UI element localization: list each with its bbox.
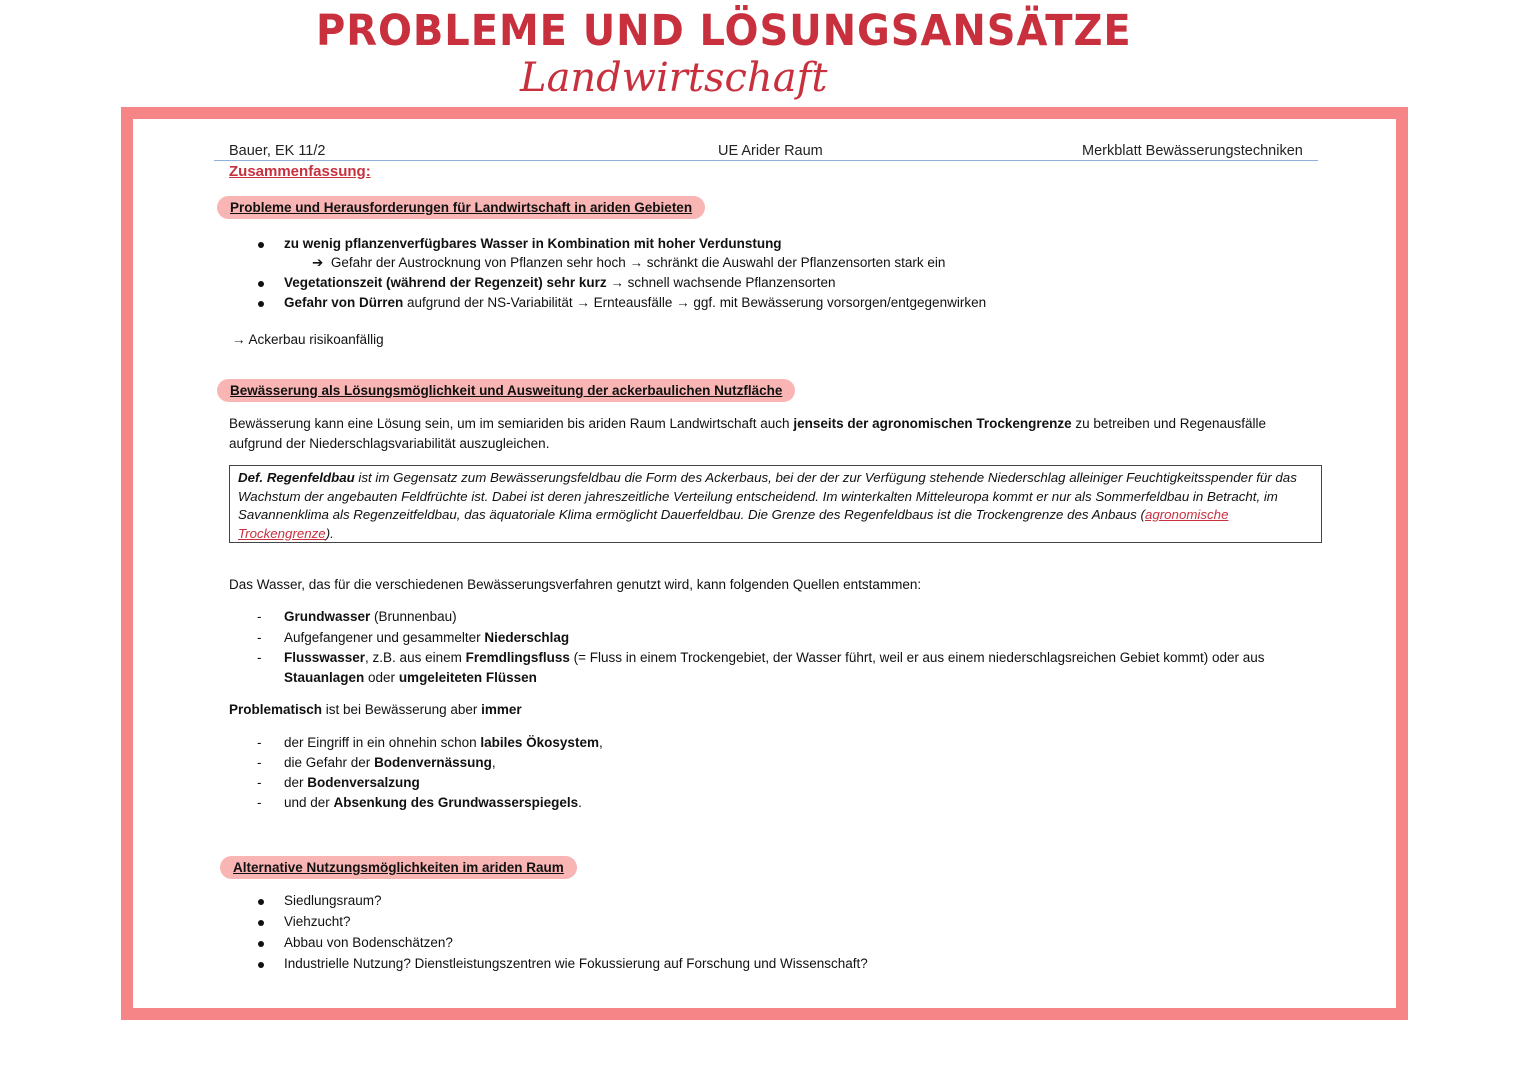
dash-marker: - bbox=[257, 609, 262, 624]
list-item: Flusswasser, z.B. aus einem Fremdlingsfluss (= Fluss in einem Trockengebiet, der Wasser führt, weil er aus einem niederschlagsreichen Gebiet kommt) oder aus bbox=[284, 650, 1265, 665]
section-heading-alternatives: Alternative Nutzungsmöglichkeiten im ariden Raum bbox=[220, 856, 577, 879]
list-item: Gefahr von Dürren aufgrund der NS-Variabilität → Ernteausfälle → ggf. mit Bewässerung vorsorgen/entgegenwirken bbox=[284, 295, 987, 310]
dash-marker: - bbox=[257, 735, 262, 750]
conclusion-text: → Ackerbau risikoanfällig bbox=[232, 332, 384, 347]
list-item: Aufgefangener und gesammelter Niederschlag bbox=[284, 630, 570, 645]
dash-marker: - bbox=[257, 630, 262, 645]
bullet-dot bbox=[258, 301, 264, 307]
list-item: zu wenig pflanzenverfügbares Wasser in Kombination mit hoher Verdunstung bbox=[284, 236, 782, 251]
list-item: die Gefahr der Bodenvernässung, bbox=[284, 755, 496, 770]
list-item: und der Absenkung des Grundwasserspiegels. bbox=[284, 795, 582, 810]
header-center: UE Arider Raum bbox=[718, 143, 823, 159]
definition-box: Def. Regenfeldbau ist im Gegensatz zum Bewässerungsfeldbau die Form des Ackerbaus, bei der der zur Verfügung stehende Niederschlag alleiniger Feuchtigkeitsspender für das Wachstum der angebauten Feldfrüchte ist. Dabei ist deren jahreszeitliche Verteilung entscheidend. Im winterkalten Mitteleuropa kommt er nur als Sommerfeldbau in Betracht, im Savannenklima als Regenzeitfeldbau, das äquatoriale Klima ermöglicht Dauerfeldbau. Die Grenze des Regenfeldbaus ist die Trockengrenze des Anbaus (agronomische Trockengrenze). bbox=[229, 465, 1322, 543]
dash-marker: - bbox=[257, 755, 262, 770]
dash-marker: - bbox=[257, 795, 262, 810]
summary-heading: Zusammenfassung: bbox=[229, 163, 371, 180]
bullet-dot bbox=[258, 899, 264, 905]
list-item: Industrielle Nutzung? Dienstleistungszentren wie Fokussierung auf Forschung und Wissenschaft? bbox=[284, 956, 868, 971]
page-subtitle: Landwirtschaft bbox=[520, 55, 828, 101]
header-divider bbox=[214, 160, 1318, 161]
list-item: Vegetationszeit (während der Regenzeit) sehr kurz → schnell wachsende Pflanzensorten bbox=[284, 275, 836, 290]
list-item: Viehzucht? bbox=[284, 914, 351, 929]
list-item-continuation: Stauanlagen oder umgeleiteten Flüssen bbox=[284, 670, 537, 685]
bullet-dot bbox=[258, 920, 264, 926]
list-item: der Eingriff in ein ohnehin schon labiles Ökosystem, bbox=[284, 735, 603, 750]
dash-marker: - bbox=[257, 650, 262, 665]
list-subitem: ➔ Gefahr der Austrocknung von Pflanzen sehr hoch → schränkt die Auswahl der Pflanzensorten stark ein bbox=[312, 255, 946, 270]
page-title: PROBLEME UND LÖSUNGSANSÄTZE bbox=[316, 6, 1132, 56]
arrow-right-icon: ➔ bbox=[312, 255, 324, 270]
section-heading-problems: Probleme und Herausforderungen für Landwirtschaft in ariden Gebieten bbox=[217, 196, 705, 219]
list-item: Abbau von Bodenschätzen? bbox=[284, 935, 453, 950]
bullet-dot bbox=[258, 962, 264, 968]
intro-paragraph: Bewässerung kann eine Lösung sein, um im semiariden bis ariden Raum Landwirtschaft auch jenseits der agronomischen Trockengrenze zu betreiben und Regenausfälle aufgrund der Niederschlagsvariabilität auszugleichen. bbox=[229, 416, 1267, 451]
bullet-dot bbox=[258, 242, 264, 248]
dash-marker: - bbox=[257, 775, 262, 790]
section-heading-irrigation: Bewässerung als Lösungsmöglichkeit und Ausweitung der ackerbaulichen Nutzfläche bbox=[217, 379, 795, 402]
sources-intro: Das Wasser, das für die verschiedenen Bewässerungsverfahren genutzt wird, kann folgenden Quellen entstammen: bbox=[229, 577, 922, 592]
list-item: der Bodenversalzung bbox=[284, 775, 420, 790]
header-left: Bauer, EK 11/2 bbox=[229, 143, 326, 159]
list-item: Grundwasser (Brunnenbau) bbox=[284, 609, 457, 624]
bullet-dot bbox=[258, 281, 264, 287]
list-item: Siedlungsraum? bbox=[284, 893, 382, 908]
bullet-dot bbox=[258, 941, 264, 947]
problems-intro: Problematisch ist bei Bewässerung aber immer bbox=[229, 702, 522, 717]
header-right: Merkblatt Bewässerungstechniken bbox=[1082, 143, 1303, 159]
